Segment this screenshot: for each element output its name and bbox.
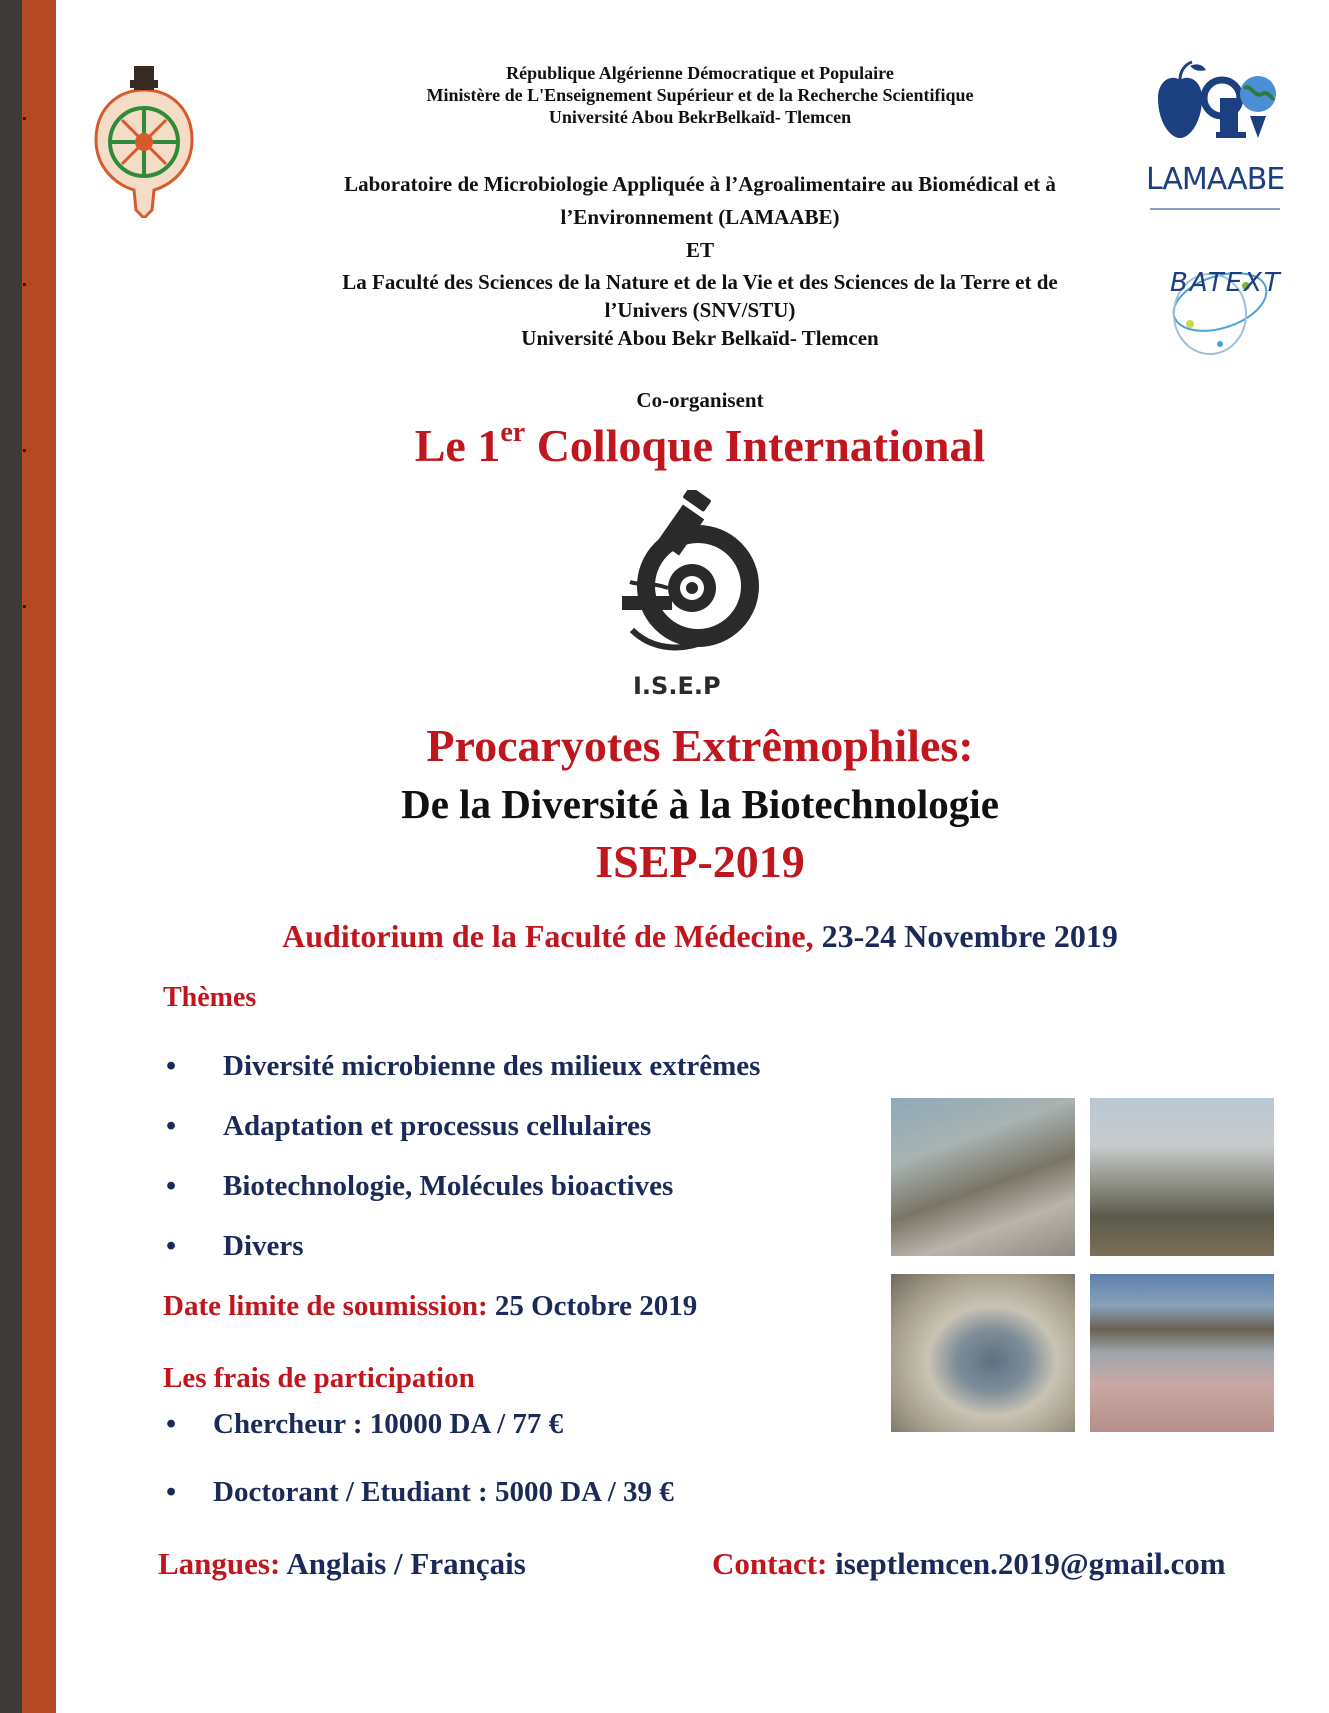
- isep-microscope-logo-icon: [612, 490, 772, 660]
- sidebar-dot: [23, 117, 26, 120]
- submission-deadline: [163, 1290, 697, 1323]
- flamingo-lake-photo: [1090, 1274, 1274, 1432]
- sidebar-dot: [23, 605, 26, 608]
- bullet-icon: •: [166, 1170, 177, 1202]
- fees-heading: Les frais de participation: [163, 1362, 475, 1394]
- venue-label: Auditorium de la Faculté de Médecine,: [282, 918, 814, 954]
- bullet-icon: •: [166, 1476, 177, 1508]
- faculty-block: [230, 268, 1170, 352]
- languages-line: [158, 1546, 526, 1582]
- hot-spring-photo: [1090, 1098, 1274, 1256]
- venue-line: [200, 918, 1200, 955]
- sidebar-dot: [23, 449, 26, 452]
- bullet-icon: •: [166, 1408, 177, 1440]
- lab-line: Laboratoire de Microbiologie Appliquée à l’Agroalimentaire au Biomédical et à: [344, 172, 1056, 196]
- header-line: Université Abou BekrBelkaïd- Tlemcen: [548, 107, 852, 127]
- sidebar-orange-stripe: [22, 0, 56, 1713]
- faculty-line: l’Univers (SNV/STU): [604, 298, 796, 322]
- header-line: Ministère de L'Enseignement Supérieur et de la Recherche Scientifique: [426, 85, 974, 105]
- institution-header: [230, 62, 1170, 128]
- deadline-label: Date limite de soumission:: [163, 1290, 488, 1322]
- fee-text: Doctorant / Etudiant : 5000 DA / 39 €: [213, 1476, 674, 1508]
- deadline-value: 25 Octobre 2019: [487, 1290, 698, 1322]
- contact-label: Contact:: [712, 1546, 828, 1581]
- languages-value: Anglais / Français: [280, 1546, 526, 1581]
- colloque-title: Le 1er Colloque International: [414, 417, 986, 471]
- header-line: République Algérienne Démocratique et Populaire: [506, 63, 894, 83]
- contact-line: [712, 1546, 1226, 1582]
- university-emblem-icon: [82, 62, 207, 218]
- main-subtitle: De la Diversité à la Biotechnologie: [401, 781, 999, 827]
- bullet-icon: •: [166, 1050, 177, 1082]
- theme-text: Diversité microbienne des milieux extrêmes: [223, 1050, 761, 1082]
- sidebar-dot: [23, 283, 26, 286]
- themes-heading: Thèmes: [163, 982, 257, 1013]
- salt-flat-photo: [891, 1098, 1075, 1256]
- fee-text: Chercheur : 10000 DA / 77 €: [213, 1408, 564, 1440]
- laboratory-block: [230, 168, 1170, 267]
- faculty-line: La Faculté des Sciences de la Nature et de la Vie et des Sciences de la Terre et de: [342, 270, 1058, 294]
- event-code: ISEP-2019: [595, 836, 805, 887]
- co-organise-label: Co-organisent: [636, 388, 764, 412]
- geyser-pool-photo: [891, 1274, 1075, 1432]
- et-conjunction: ET: [685, 238, 714, 262]
- sidebar-dark-stripe: [0, 0, 22, 1713]
- isep-logo-text: I.S.E.P: [633, 672, 721, 700]
- theme-text: Divers: [223, 1230, 304, 1262]
- venue-dates: 23-24 Novembre 2019: [813, 918, 1118, 954]
- theme-text: Biotechnologie, Molécules bioactives: [223, 1170, 674, 1202]
- languages-label: Langues:: [158, 1546, 281, 1581]
- bullet-icon: •: [166, 1110, 177, 1142]
- bullet-icon: •: [166, 1230, 177, 1262]
- main-title: Procaryotes Extrêmophiles:: [426, 720, 974, 771]
- faculty-line: Université Abou Bekr Belkaïd- Tlemcen: [521, 326, 879, 350]
- contact-email-link[interactable]: iseptlemcen.2019@gmail.com: [827, 1546, 1226, 1581]
- theme-text: Adaptation et processus cellulaires: [223, 1110, 652, 1142]
- lamaabe-logo-text: LAMAABE: [1146, 162, 1285, 197]
- lab-line: l’Environnement (LAMAABE): [560, 205, 840, 229]
- batext-logo-text: BATEXT: [1170, 268, 1282, 298]
